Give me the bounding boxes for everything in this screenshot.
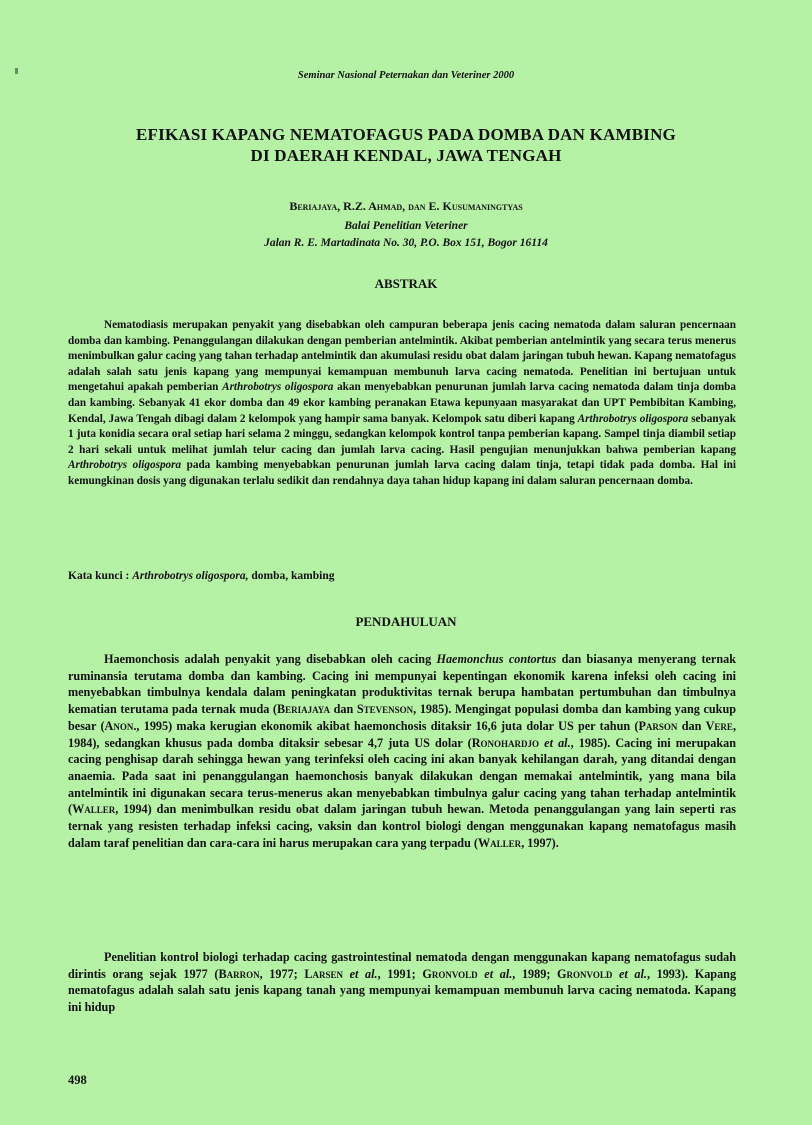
keywords-term: Arthrobotrys oligospora, <box>132 570 249 582</box>
keywords-label: Kata kunci : <box>68 570 130 582</box>
introduction-paragraph-1: Haemonchosis adalah penyakit yang disebabkan oleh cacing Haemonchus contortus dan biasanya menyerang ternak ruminansia terutama domba dan kambing. Cacing ini mempunyai kepentingan ekonomik karena infeksi oleh cacing ini menyebabkan timbulnya kendala dalam peningkatan produktivitas ternak berupa hambatan pertumbuhan dan timbulnya kematian terutama pada ternak muda (Beriajaya dan Stevenson, 1985). Mengingat populasi domba dan kambing yang cukup besar (Anon., 1995) maka kerugian ekonomik akibat haemonchosis ditaksir 16,6 juta dolar US per tahun (Parson dan Vere, 1984), sedangkan khusus pada domba ditaksir sebesar 4,7 juta US dolar (Ronohardjo et al., 1985). Cacing ini merupakan cacing penghisap darah sehingga hewan yang terinfeksi oleh cacing ini akan banyak kehilangan darah, yang ditandai dengan anaemia. Pada saat ini penanggulangan haemonchosis banyak dilakukan dengan memakai antelmintik, yang mana bila antelmintik ini digunakan secara terus-menerus akan menyebabkan timbulnya galur cacing yang tahan terhadap antelmintik (Waller, 1994) dan menimbulkan residu obat dalam jaringan tubuh hewan. Metoda penanggulangan yang lain seperti ras ternak yang resisten terhadap infeksi cacing, vaksin dan kontrol biologi dengan menggunakan kapang nematofagus masih dalam taraf penelitian dan cara-cara ini harus merupakan cara yang terpadu (Waller, 1997). <box>68 652 737 850</box>
abstract-heading: ABSTRAK <box>374 276 438 291</box>
running-head: Seminar Nasional Peternakan dan Veteriner 2000 <box>297 70 515 81</box>
title-line-1: EFIKASI KAPANG NEMATOFAGUS PADA DOMBA DAN KAMBING <box>136 125 676 144</box>
paper-title <box>0 124 812 166</box>
abstract-body <box>68 318 736 490</box>
keywords <box>68 570 736 582</box>
page-number: 498 <box>68 1073 87 1087</box>
address: Jalan R. E. Martadinata No. 30, P.O. Box 151, Bogor 16114 <box>264 237 548 249</box>
title-line-2: DI DAERAH KENDAL, JAWA TENGAH <box>250 146 562 165</box>
keywords-rest: domba, kambing <box>251 570 335 582</box>
abstract-paragraph: Nematodiasis merupakan penyakit yang disebabkan oleh campuran beberapa jenis cacing nematoda dalam saluran pencernaan domba dan kambing. Penanggulangan dilakukan dengan pemberian antelmintik. Akibat pemberian antelmintik yang secara terus menerus menimbulkan galur cacing yang tahan terhadap antelmintik dan akumulasi residu obat dalam jaringan tubuh hewan. Kapang nematofagus adalah salah satu jenis kapang yang mempunyai kemampuan membunuh larva cacing nematoda. Penelitian ini bertujuan untuk mengetahui apakah pemberian Arthrobotrys oligospora akan menyebabkan penurunan jumlah larva cacing nematoda dalam tinja domba dan kambing. Sebanyak 41 ekor domba dan 49 ekor kambing peranakan Etawa kepunyaan masyarakat dan UPT Pembibitan Kambing, Kendal, Jawa Tengah dibagi dalam 2 kelompok yang hampir sama banyak. Kelompok satu diberi kapang Arthrobotrys oligospora sebanyak 1 juta konidia secara oral setiap hari selama 2 minggu, sedangkan kelompok kontrol tanpa pemberian kapang. Sampel tinja diambil setiap 2 hari sekali untuk melihat jumlah telur cacing dan jumlah larva cacing. Hasil pengujian menunjukkan bahwa pemberian kapang Arthrobotrys oligospora pada kambing menyebabkan penurunan jumlah larva cacing dalam tinja, tetapi tidak pada domba. Hal ini kemungkinan dosis yang digunakan terlalu sedikit dan rendahnya daya tahan hidup kapang ini dalam saluran pencernaan domba. <box>68 319 736 487</box>
affiliation <box>0 218 812 252</box>
introduction-heading: PENDAHULUAN <box>355 614 457 629</box>
author-list: Beriajaya, R.Z. Ahmad, dan E. Kusumaningtyas <box>289 199 523 213</box>
institution: Balai Penelitian Veteriner <box>344 220 468 232</box>
introduction-paragraph-2: Penelitian kontrol biologi terhadap cacing gastrointestinal nematoda dengan menggunakan kapang nematofagus sudah dirintis orang sejak 1977 (Barron, 1977; Larsen et al., 1991; Gronvold et al., 1989; Gronvold et al., 1993). Kapang nematofagus adalah salah satu jenis kapang tanah yang mempunyai kemampuan membunuh larva cacing nematoda. Kapang ini hidup <box>68 950 737 1015</box>
